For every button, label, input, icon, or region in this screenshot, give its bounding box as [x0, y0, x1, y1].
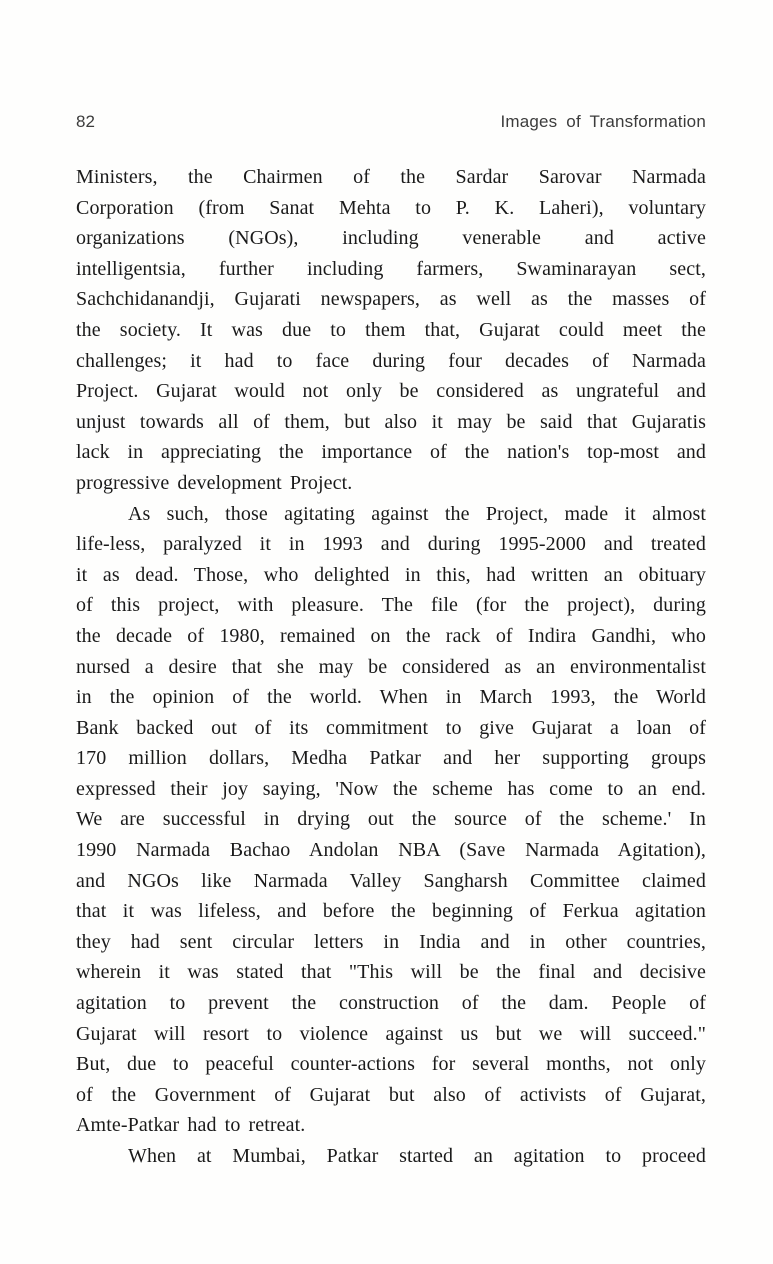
text-line: Sachchidanandji, Gujarati newspapers, as well as the masses of [76, 288, 706, 311]
text-line: it as dead. Those, who delighted in this, had written an obituary [76, 563, 706, 586]
text-line: Ministers, the Chairmen of the Sardar Sarovar Narmada [76, 166, 706, 188]
text-line: of this project, with pleasure. The file (for the project), during [76, 594, 706, 617]
page-header [76, 112, 706, 132]
text-line: in the opinion of the world. When in March 1993, the World [76, 686, 706, 709]
text-line: When at Mumbai, Patkar started an agitation to proceed [128, 1145, 706, 1167]
text-line: Bank backed out of its commitment to give Gujarat a loan of [76, 716, 706, 739]
text-line: the decade of 1980, remained on the rack of Indira Gandhi, who [76, 624, 706, 647]
running-title: Images of Transformation [500, 112, 706, 131]
text-line: lack in appreciating the importance of the nation's top-most and [76, 441, 706, 464]
page-body [76, 162, 706, 1172]
text-line: As such, those agitating against the Project, made it almost [128, 502, 706, 525]
text-line: and NGOs like Narmada Valley Sangharsh Committee claimed [76, 869, 706, 892]
text-line: 1990 Narmada Bachao Andolan NBA (Save Narmada Agitation), [76, 839, 706, 862]
paragraph [76, 1141, 706, 1172]
text-line: progressive development Project. [76, 471, 353, 494]
text-line: We are successful in drying out the source of the scheme.' In [76, 808, 706, 831]
text-line: Project. Gujarat would not only be considered as ungrateful and [76, 380, 706, 403]
text-line: that it was lifeless, and before the beginning of Ferkua agitation [76, 900, 706, 923]
text-line: 170 million dollars, Medha Patkar and her supporting groups [76, 747, 706, 770]
text-line: life-less, paralyzed it in 1993 and during 1995-2000 and treated [76, 533, 706, 556]
text-line: nursed a desire that she may be considered as an environmentalist [76, 655, 706, 678]
paragraph [76, 162, 706, 499]
text-line: Corporation (from Sanat Mehta to P. K. Laheri), voluntary [76, 196, 706, 219]
text-line: intelligentsia, further including farmers, Swaminarayan sect, [76, 257, 706, 280]
page-number: 82 [76, 112, 95, 131]
text-line: Gujarat will resort to violence against us but we will succeed." [76, 1022, 706, 1045]
text-line: expressed their joy saying, 'Now the scheme has come to an end. [76, 777, 706, 800]
text-line: organizations (NGOs), including venerable and active [76, 227, 706, 250]
text-line: of the Government of Gujarat but also of activists of Gujarat, [76, 1083, 706, 1106]
paragraph [76, 499, 706, 1141]
text-line: the society. It was due to them that, Gujarat could meet the [76, 318, 706, 341]
text-line: challenges; it had to face during four decades of Narmada [76, 349, 706, 372]
text-line: Amte-Patkar had to retreat. [76, 1114, 306, 1137]
text-line: they had sent circular letters in India and in other countries, [76, 930, 706, 953]
text-line: agitation to prevent the construction of the dam. People of [76, 992, 706, 1015]
text-line: But, due to peaceful counter-actions for several months, not only [76, 1053, 706, 1076]
text-line: unjust towards all of them, but also it may be said that Gujaratis [76, 410, 706, 433]
text-line: wherein it was stated that "This will be the final and decisive [76, 961, 706, 984]
